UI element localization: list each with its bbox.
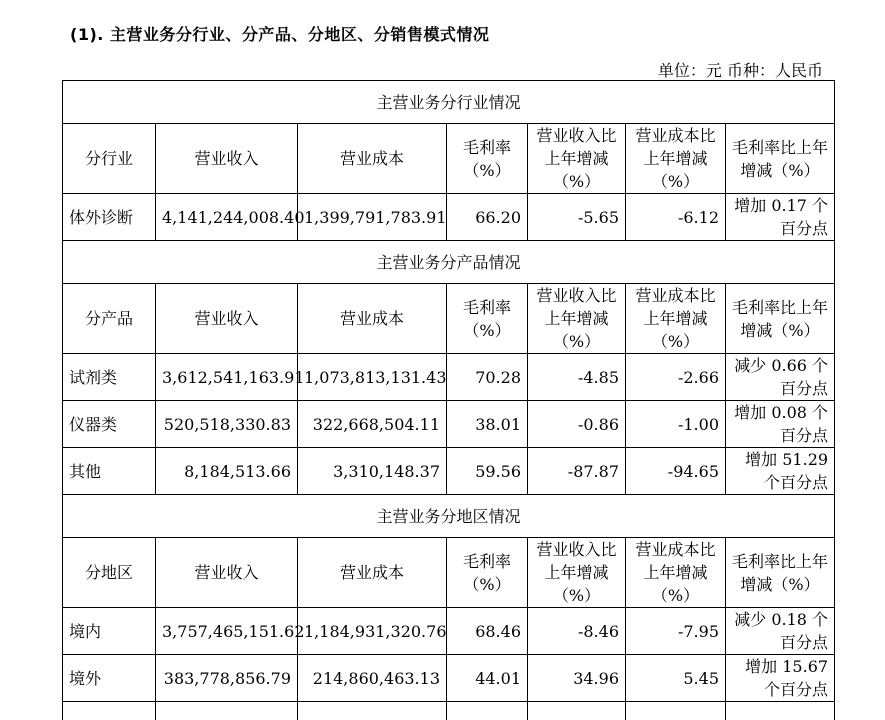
row-revenue-change: -87.87 bbox=[528, 448, 626, 495]
header-margin: 毛利率（%） bbox=[447, 284, 528, 354]
header-revenue-change: 营业收入比上年增减（%） bbox=[528, 538, 626, 608]
row-cost: 214,860,463.13 bbox=[298, 655, 447, 702]
header-revenue: 营业收入 bbox=[156, 124, 298, 194]
row-revenue-change: -0.86 bbox=[528, 401, 626, 448]
header-margin-change: 毛利率比上年增减（%） bbox=[726, 538, 835, 608]
cutoff-cell bbox=[447, 702, 528, 720]
row-margin-change: 增加 15.67 个百分点 bbox=[726, 655, 835, 702]
cutoff-cell bbox=[626, 702, 726, 720]
header-cost: 营业成本 bbox=[298, 284, 447, 354]
row-cost-change: -7.95 bbox=[626, 608, 726, 655]
row-revenue: 4,141,244,008.40 bbox=[156, 194, 298, 241]
row-margin-change: 增加 0.17 个百分点 bbox=[726, 194, 835, 241]
row-cost: 322,668,504.11 bbox=[298, 401, 447, 448]
row-revenue-change: -5.65 bbox=[528, 194, 626, 241]
row-cost-change: -1.00 bbox=[626, 401, 726, 448]
header-revenue-change: 营业收入比上年增减（%） bbox=[528, 284, 626, 354]
header-cost-change: 营业成本比上年增减（%） bbox=[626, 124, 726, 194]
row-cost: 1,184,931,320.76 bbox=[298, 608, 447, 655]
row-revenue-change: -4.85 bbox=[528, 354, 626, 401]
header-revenue: 营业收入 bbox=[156, 284, 298, 354]
row-cost-change: -2.66 bbox=[626, 354, 726, 401]
header-margin: 毛利率（%） bbox=[447, 124, 528, 194]
row-name: 体外诊断 bbox=[63, 194, 156, 241]
row-margin: 66.20 bbox=[447, 194, 528, 241]
section-title-row bbox=[63, 81, 835, 124]
header-margin-change: 毛利率比上年增减（%） bbox=[726, 124, 835, 194]
header-cost-change: 营业成本比上年增减（%） bbox=[626, 538, 726, 608]
row-revenue: 3,612,541,163.91 bbox=[156, 354, 298, 401]
header-cost: 营业成本 bbox=[298, 538, 447, 608]
row-margin-change: 增加 0.08 个百分点 bbox=[726, 401, 835, 448]
cutoff-row bbox=[63, 702, 835, 720]
main-business-table bbox=[62, 80, 835, 720]
column-header-row bbox=[63, 124, 835, 194]
row-cost-change: 5.45 bbox=[626, 655, 726, 702]
row-name: 其他 bbox=[63, 448, 156, 495]
section-title: 主营业务分地区情况 bbox=[63, 495, 835, 538]
row-revenue: 520,518,330.83 bbox=[156, 401, 298, 448]
row-cost-change: -94.65 bbox=[626, 448, 726, 495]
cutoff-cell bbox=[726, 702, 835, 720]
table-row bbox=[63, 655, 835, 702]
row-name: 境外 bbox=[63, 655, 156, 702]
section-title-row bbox=[63, 241, 835, 284]
header-cost-change: 营业成本比上年增减（%） bbox=[626, 284, 726, 354]
table-row bbox=[63, 608, 835, 655]
row-name: 仪器类 bbox=[63, 401, 156, 448]
row-margin-change: 减少 0.18 个百分点 bbox=[726, 608, 835, 655]
header-margin-change: 毛利率比上年增减（%） bbox=[726, 284, 835, 354]
row-revenue: 383,778,856.79 bbox=[156, 655, 298, 702]
row-margin-change: 减少 0.66 个百分点 bbox=[726, 354, 835, 401]
section-title: 主营业务分行业情况 bbox=[63, 81, 835, 124]
row-revenue: 3,757,465,151.62 bbox=[156, 608, 298, 655]
header-dimension: 分地区 bbox=[63, 538, 156, 608]
row-margin: 38.01 bbox=[447, 401, 528, 448]
cutoff-cell bbox=[156, 702, 298, 720]
cutoff-cell bbox=[298, 702, 447, 720]
row-margin: 68.46 bbox=[447, 608, 528, 655]
header-revenue: 营业收入 bbox=[156, 538, 298, 608]
row-margin: 70.28 bbox=[447, 354, 528, 401]
table-row bbox=[63, 448, 835, 495]
table-row bbox=[63, 354, 835, 401]
row-revenue-change: 34.96 bbox=[528, 655, 626, 702]
section-title: 主营业务分产品情况 bbox=[63, 241, 835, 284]
row-cost: 3,310,148.37 bbox=[298, 448, 447, 495]
header-dimension: 分行业 bbox=[63, 124, 156, 194]
column-header-row bbox=[63, 538, 835, 608]
table-row bbox=[63, 401, 835, 448]
row-cost-change: -6.12 bbox=[626, 194, 726, 241]
row-revenue-change: -8.46 bbox=[528, 608, 626, 655]
row-cost: 1,073,813,131.43 bbox=[298, 354, 447, 401]
row-revenue: 8,184,513.66 bbox=[156, 448, 298, 495]
unit-label: 单位：元 币种：人民币 bbox=[658, 58, 823, 81]
header-margin: 毛利率（%） bbox=[447, 538, 528, 608]
header-cost: 营业成本 bbox=[298, 124, 447, 194]
row-name: 试剂类 bbox=[63, 354, 156, 401]
table-row bbox=[63, 194, 835, 241]
row-name: 境内 bbox=[63, 608, 156, 655]
row-margin-change: 增加 51.29 个百分点 bbox=[726, 448, 835, 495]
row-cost: 1,399,791,783.91 bbox=[298, 194, 447, 241]
cutoff-cell bbox=[63, 702, 156, 720]
cutoff-cell bbox=[528, 702, 626, 720]
page-title: (1). 主营业务分行业、分产品、分地区、分销售模式情况 bbox=[70, 22, 489, 45]
header-dimension: 分产品 bbox=[63, 284, 156, 354]
row-margin: 44.01 bbox=[447, 655, 528, 702]
section-title-row bbox=[63, 495, 835, 538]
column-header-row bbox=[63, 284, 835, 354]
row-margin: 59.56 bbox=[447, 448, 528, 495]
header-revenue-change: 营业收入比上年增减（%） bbox=[528, 124, 626, 194]
